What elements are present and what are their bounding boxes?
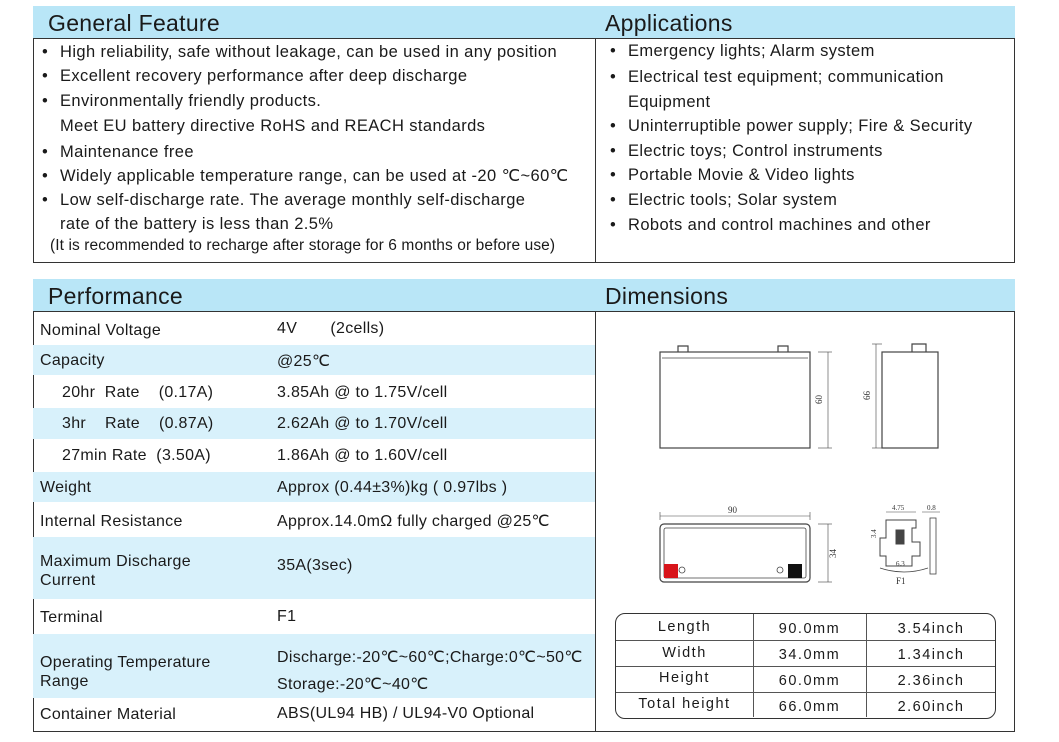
label-terminal: Terminal <box>40 609 103 626</box>
feature-item: • Environmentally friendly products. <box>42 92 322 110</box>
value-capacity: @25℃ <box>277 353 331 370</box>
general-feature-title: General Feature <box>48 10 220 36</box>
value-terminal: F1 <box>277 608 297 625</box>
dim-name-length: Length <box>657 619 712 635</box>
label-3hr-rate: 3hr Rate (0.87A) <box>62 415 214 432</box>
label-weight: Weight <box>40 479 92 496</box>
feature-item: • Excellent recovery performance after deep discharge <box>42 67 468 85</box>
height-total-label: 66 <box>862 391 872 400</box>
width-top-label: 90 <box>728 505 737 515</box>
battery-side-view <box>872 344 938 448</box>
application-item: • Uninterruptible power supply; Fire & Security <box>610 117 973 135</box>
label-nominal-voltage: Nominal Voltage <box>40 322 162 339</box>
depth-top-label: 34 <box>828 549 838 558</box>
dim-mm-total-height: 66.0mm <box>778 699 841 715</box>
feature-item: • Low self-discharge rate. The average monthly self-discharge <box>42 191 526 209</box>
application-item-continued: Equipment <box>628 93 711 111</box>
label-27min-rate: 27min Rate (3.50A) <box>62 447 211 464</box>
terminal-f1-detail <box>880 512 940 574</box>
application-item: • Electric toys; Control instruments <box>610 142 883 160</box>
application-item: • Electric tools; Solar system <box>610 191 838 209</box>
application-item: • Electrical test equipment; communication <box>610 68 944 86</box>
value-container-material: ABS(UL94 HB) / UL94-V0 Optional <box>277 705 535 722</box>
value-27min-rate: 1.86Ah @ to 1.60V/cell <box>277 447 448 464</box>
value-internal-resistance: Approx.14.0mΩ fully charged @25℃ <box>277 513 550 530</box>
value-nominal-voltage: 4V (2cells) <box>277 320 385 337</box>
label-20hr-rate: 20hr Rate (0.17A) <box>62 384 214 401</box>
terminal-dim-c: 3.4 <box>870 529 878 538</box>
battery-top-view <box>660 512 832 582</box>
dim-name-total-height: Total height <box>638 696 731 712</box>
dim-mm-length: 90.0mm <box>778 621 841 637</box>
dim-name-height: Height <box>659 670 710 686</box>
feature-item: • Widely applicable temperature range, can be used at -20 ℃~60℃ <box>42 167 569 185</box>
dimensions-title: Dimensions <box>605 283 729 309</box>
value-max-discharge: 35A(3sec) <box>277 557 353 574</box>
feature-item-continued: Meet EU battery directive RoHS and REACH standards <box>60 117 486 135</box>
feature-item: • Maintenance free <box>42 143 194 161</box>
dim-inch-height: 2.36inch <box>897 673 965 689</box>
performance-title: Performance <box>48 283 183 309</box>
terminal-name: F1 <box>896 576 906 586</box>
dim-mm-height: 60.0mm <box>778 673 841 689</box>
dimension-table <box>615 613 996 719</box>
dimension-drawing <box>600 330 1010 600</box>
label-max-discharge: Maximum Discharge <box>40 553 191 570</box>
top-divider <box>595 38 596 263</box>
terminal-dim-a: 4.75 <box>892 504 905 512</box>
dim-inch-length: 3.54inch <box>897 621 965 637</box>
value-20hr-rate: 3.85Ah @ to 1.75V/cell <box>277 384 448 401</box>
dim-inch-total-height: 2.60inch <box>897 699 965 715</box>
label-operating-temp-2: Range <box>40 673 89 690</box>
feature-item-continued: rate of the battery is less than 2.5% <box>60 215 334 233</box>
feature-note: (It is recommended to recharge after storage for 6 months or before use) <box>50 237 556 254</box>
battery-front-view <box>660 346 832 448</box>
feature-item: • High reliability, safe without leakage, can be used in any position <box>42 43 558 61</box>
application-item: • Portable Movie & Video lights <box>610 166 855 184</box>
bottom-divider <box>595 311 596 732</box>
positive-terminal <box>664 564 678 578</box>
label-operating-temp: Operating Temperature <box>40 654 211 671</box>
applications-title: Applications <box>605 10 733 36</box>
label-capacity: Capacity <box>40 352 105 369</box>
value-3hr-rate: 2.62Ah @ to 1.70V/cell <box>277 415 448 432</box>
label-max-discharge-2: Current <box>40 572 96 589</box>
dim-name-width: Width <box>662 645 707 661</box>
application-item: • Robots and control machines and other <box>610 216 931 234</box>
label-internal-resistance: Internal Resistance <box>40 513 183 530</box>
value-weight: Approx (0.44±3%)kg ( 0.97lbs ) <box>277 479 508 496</box>
dim-inch-width: 1.34inch <box>897 647 965 663</box>
value-operating-temp: Discharge:-20℃~60℃;Charge:0℃~50℃ <box>277 649 583 666</box>
application-item: • Emergency lights; Alarm system <box>610 42 875 60</box>
terminal-dim-d: 6.3 <box>896 560 905 568</box>
height-front-label: 60 <box>814 395 824 404</box>
negative-terminal <box>788 564 802 578</box>
terminal-dim-b: 0.8 <box>927 504 936 512</box>
value-operating-temp-2: Storage:-20℃~40℃ <box>277 676 429 693</box>
label-container-material: Container Material <box>40 706 177 723</box>
dim-mm-width: 34.0mm <box>778 647 841 663</box>
